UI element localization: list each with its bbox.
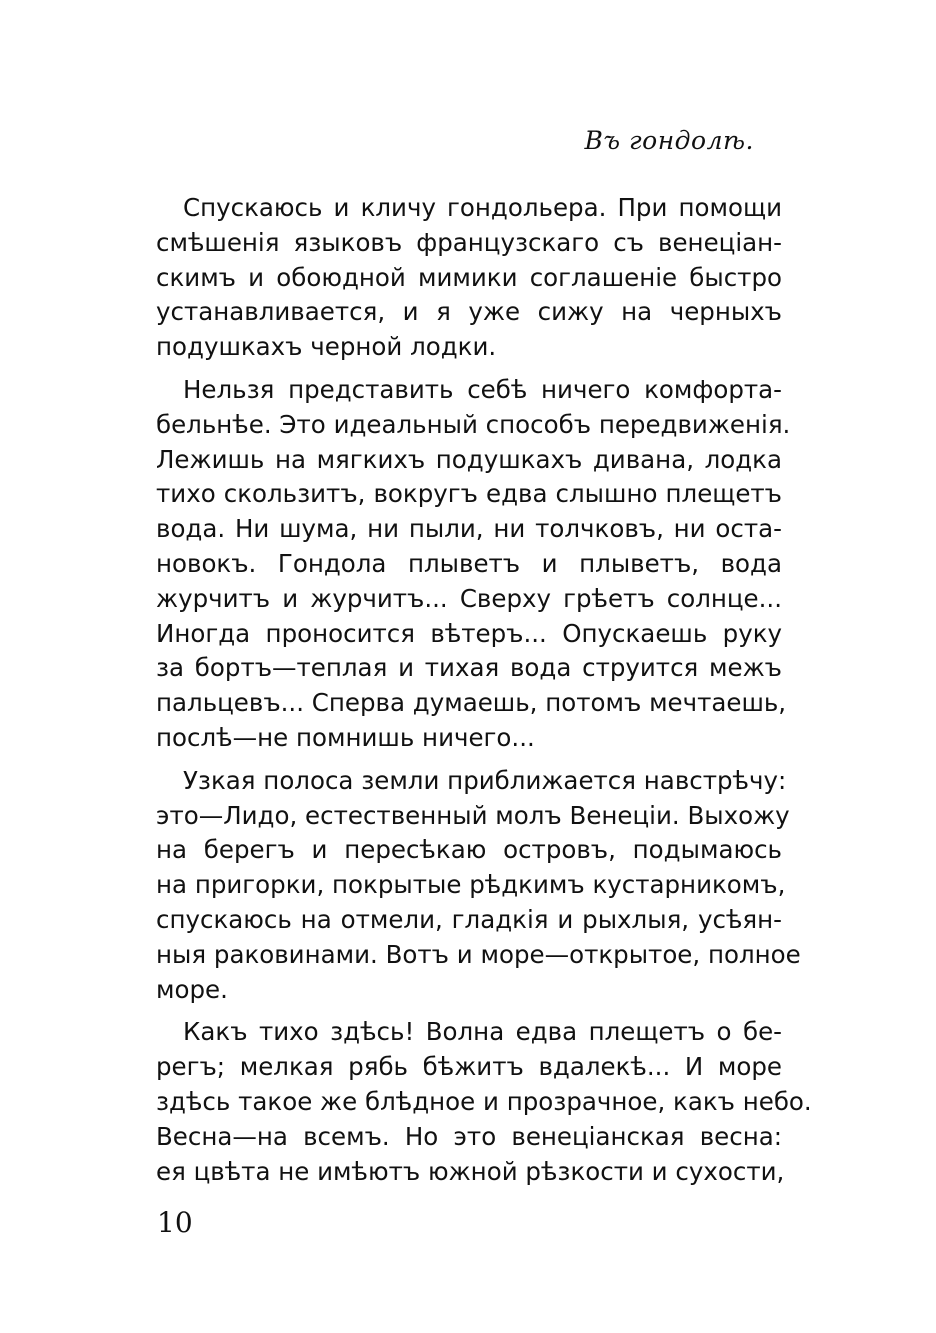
text-line: устанавливается, и я уже сижу на черныхъ [156,297,782,327]
text-line: ея цвѣта не имѣютъ южной рѣзкости и сухости, [156,1156,785,1186]
paragraph [156,373,791,756]
running-head: Въ гондолѣ. [584,126,754,155]
text-line: подушкахъ черной лодки. [156,332,497,362]
text-line: пальцевъ... Сперва думаешь, потомъ мечтаешь, [156,688,787,718]
body-text [156,191,812,1197]
text-line: здѣсь такое же блѣдное и прозрачное, какъ небо. [156,1086,812,1116]
text-line: Спускаюсь и кличу гондольера. При помощи [183,193,782,222]
text-line: Какъ тихо здѣсь! Волна едва плещетъ о бе- [183,1017,782,1047]
text-line: смѣшенія языковъ французскаго съ венеціан- [156,227,782,257]
text-line: море. [156,974,228,1004]
text-line: на пригорки, покрытые рѣдкимъ кустарникомъ, [156,870,786,900]
text-line: за бортъ—теплая и тихая вода струится межъ [156,653,782,683]
text-line: это—Лидо, естественный молъ Венеціи. Выхожу [156,800,790,830]
text-line: Нельзя представить себѣ ничего комфорта- [183,374,782,404]
text-line: Узкая полоса земли приближается навстрѣчу: [183,765,787,795]
page-number: 10 [157,1206,193,1239]
text-line: спускаюсь на отмели, гладкія и рыхлыя, усѣян- [156,904,782,934]
text-line: регъ; мелкая рябь бѣжитъ вдалекѣ... И море [156,1052,782,1082]
paragraph [156,191,782,365]
text-line: новокъ. Гондола плыветъ и плыветъ, вода [156,548,782,578]
text-line: Иногда проносится вѣтеръ... Опускаешь руку [156,618,782,648]
text-line: вода. Ни шума, ни пыли, ни толчковъ, ни оста- [156,514,782,544]
text-line: Лежишь на мягкихъ подушкахъ дивана, лодка [156,444,782,474]
text-line: бельнѣе. Это идеальный способъ передвиженія. [156,409,791,439]
text-line: на берегъ и пересѣкаю островъ, подымаюсь [156,835,782,865]
paragraph [156,1015,812,1189]
text-line: тихо скользитъ, вокругъ едва слышно плещетъ [156,479,782,509]
text-line: послѣ—не помнишь ничего... [156,722,535,752]
text-line: Весна—на всемъ. Но это венеціанская весна: [156,1121,782,1151]
text-line: скимъ и обоюдной мимики соглашеніе быстро [156,262,782,292]
text-line: ныя раковинами. Вотъ и море—открытое, полное [156,939,801,969]
paragraph [156,764,801,1008]
text-line: журчитъ и журчитъ... Сверху грѣетъ солнце... [156,583,782,613]
